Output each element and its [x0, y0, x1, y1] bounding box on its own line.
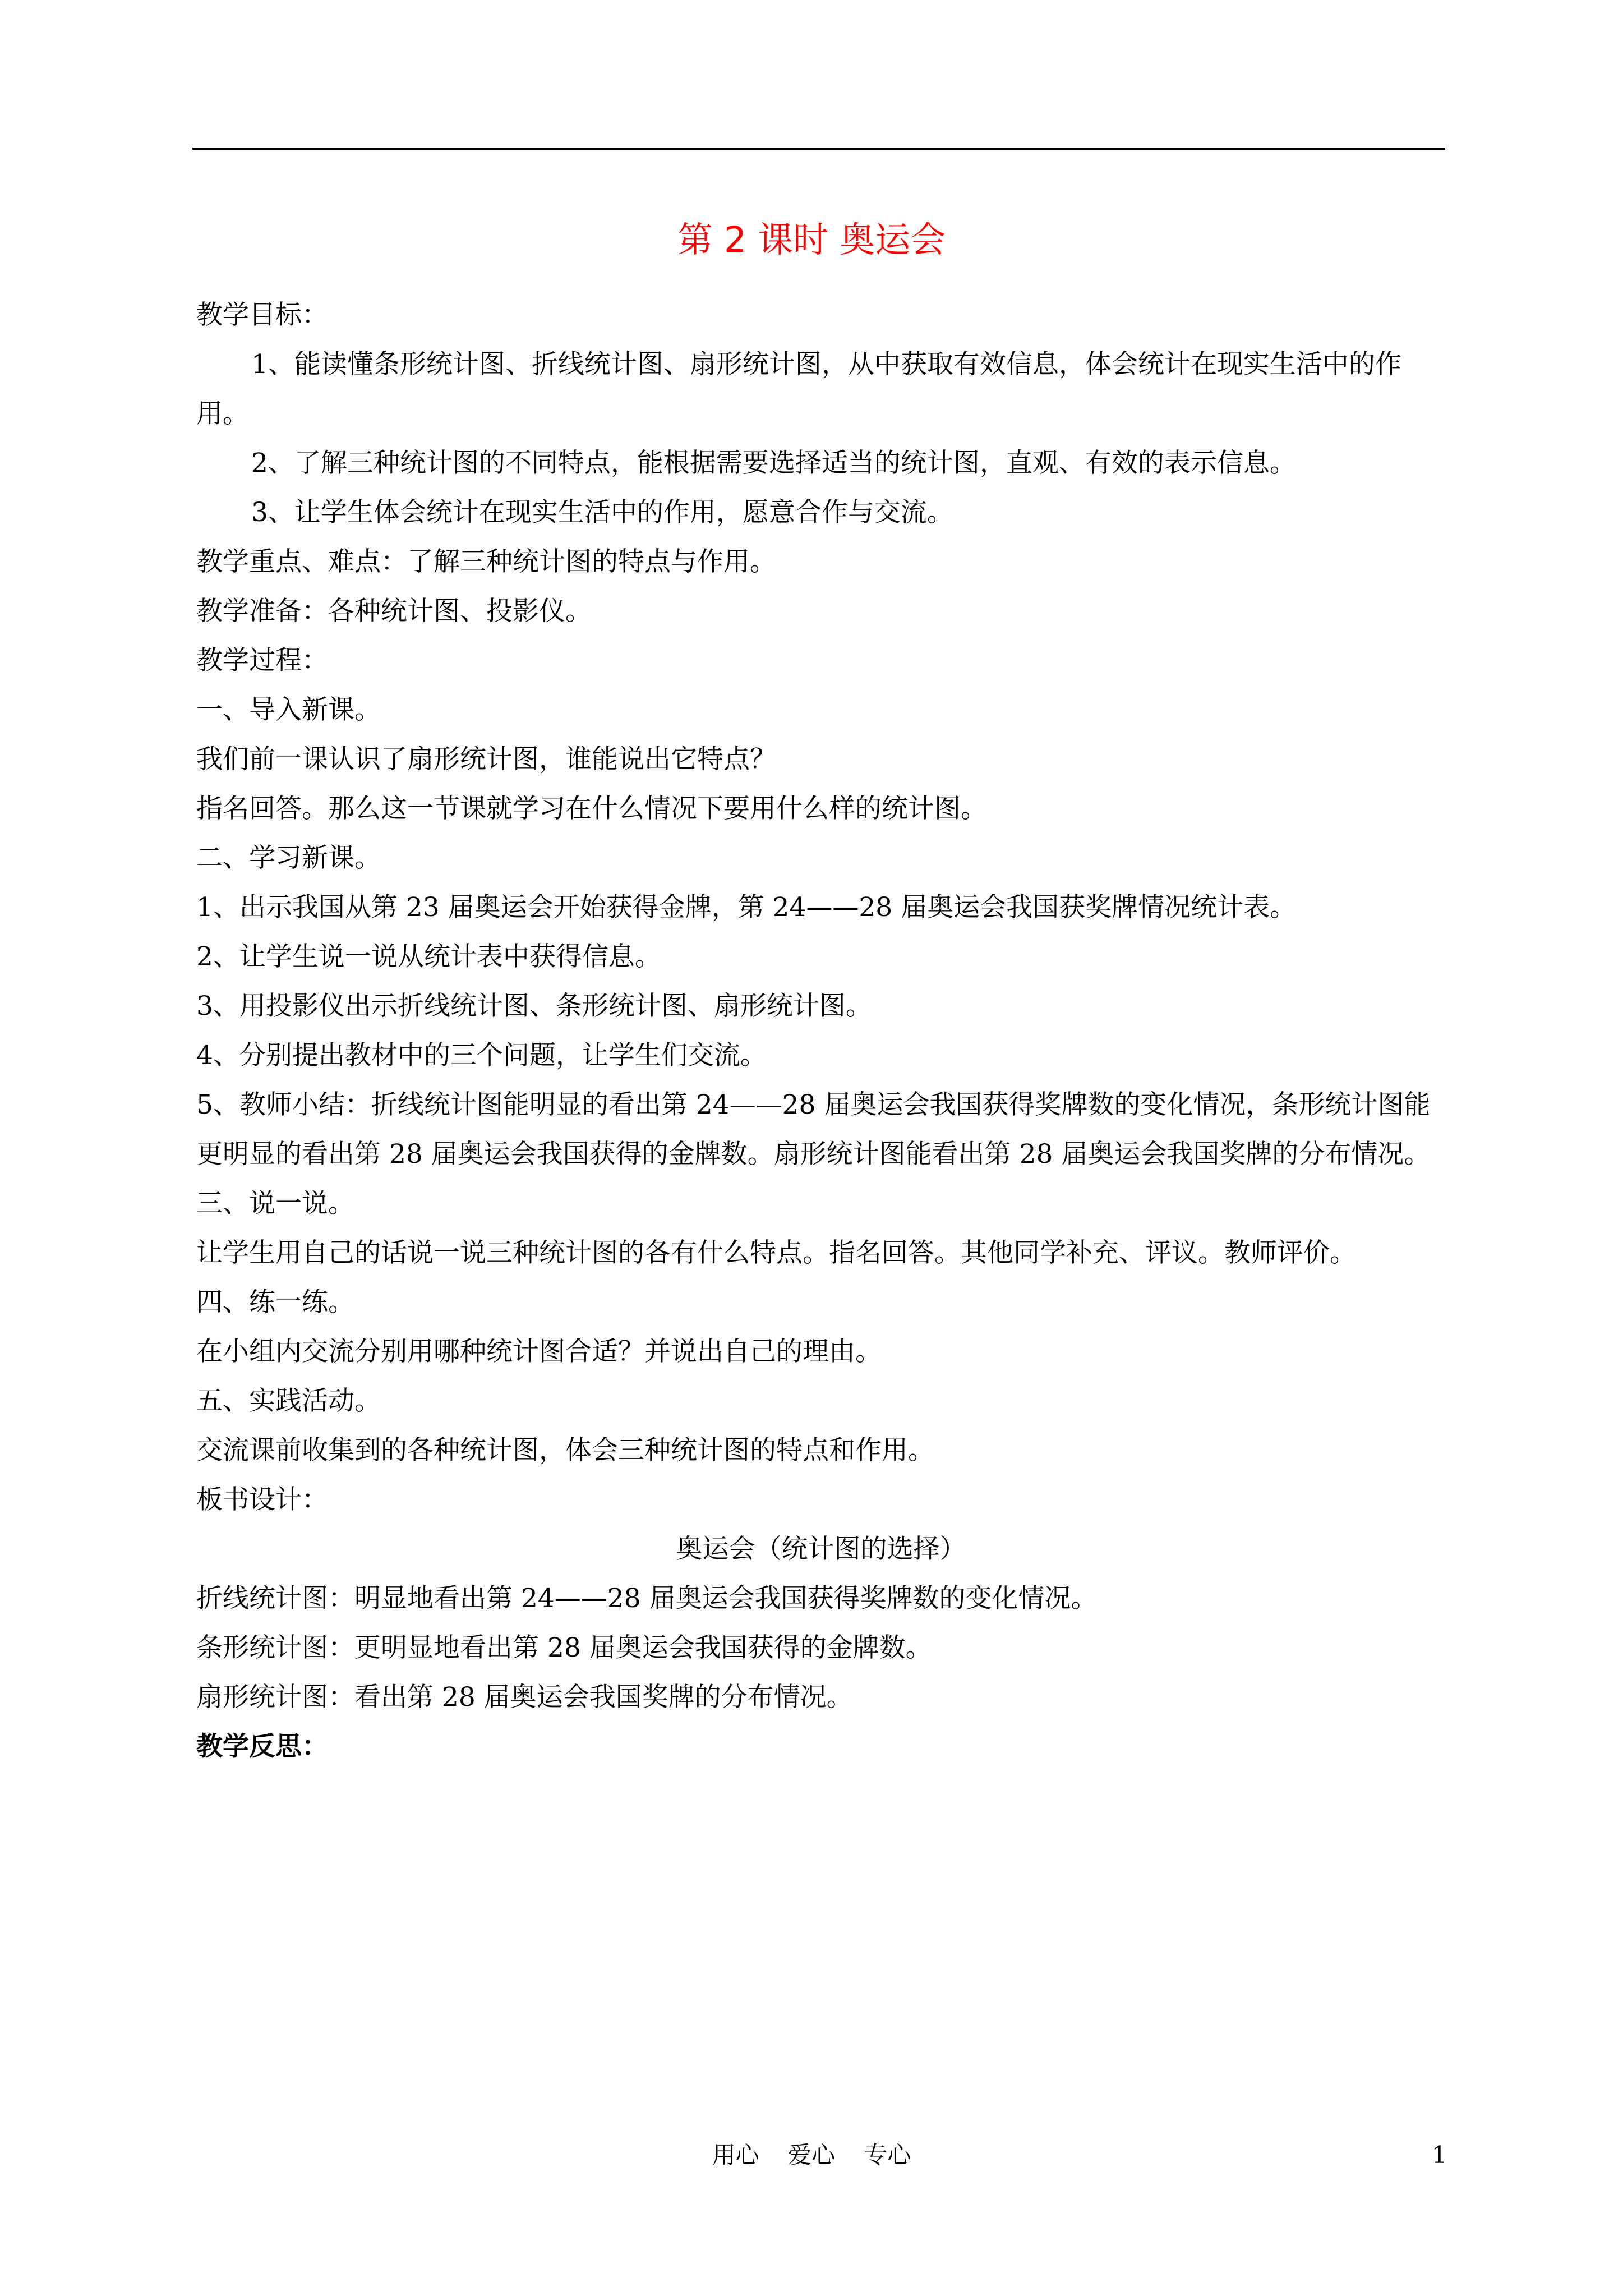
section-heading-board-design: 板书设计：: [196, 1484, 328, 1515]
step-heading-intro: 一、导入新课。: [196, 694, 381, 725]
step-heading-practice: 四、练一练。: [196, 1287, 354, 1318]
section-heading-objectives: 教学目标：: [196, 300, 328, 330]
board-item-bar-chart: 条形统计图：更明显地看出第 28 届奥运会我国获得的金牌数。: [196, 1632, 932, 1663]
list-item: 3、用投影仪出示折线统计图、条形统计图、扇形统计图。: [196, 991, 872, 1022]
lesson-title: 第 2 课时 奥运会: [677, 219, 946, 260]
page-number: 1: [1432, 2141, 1447, 2169]
paragraph: 我们前一课认识了扇形统计图，谁能说出它特点？: [196, 744, 776, 775]
objective-item-3: 3、让学生体会统计在现实生活中的作用，愿意合作与交流。: [251, 497, 953, 528]
step-heading-discuss: 三、说一说。: [196, 1188, 354, 1219]
objective-item-2: 2、了解三种统计图的不同特点，能根据需要选择适当的统计图，直观、有效的表示信息。: [251, 448, 1296, 478]
paragraph: 让学生用自己的话说一说三种统计图的各有什么特点。指名回答。其他同学补充、评议。教师评价。: [196, 1237, 1356, 1268]
header-rule: [192, 148, 1445, 150]
step-heading-new-lesson: 二、学习新课。: [196, 843, 381, 873]
paragraph: 指名回答。那么这一节课就学习在什么情况下要用什么样的统计图。: [196, 793, 987, 824]
board-item-pie-chart: 扇形统计图：看出第 28 届奥运会我国奖牌的分布情况。: [196, 1682, 853, 1713]
lesson-body: [196, 291, 1446, 1772]
teacher-summary: 5、教师小结：折线统计图能明显的看出第 24——28 届奥运会我国获得奖牌数的变化情况，条形统计图能更明显的看出第 28 届奥运会我国获得的金牌数。扇形统计图能看出第 28 届奥运会我国奖牌的分布情况。: [196, 1089, 1431, 1170]
board-design-title: 奥运会（统计图的选择）: [676, 1534, 966, 1565]
list-item: 1、出示我国从第 23 届奥运会开始获得金牌，第 24——28 届奥运会我国获奖牌情况统计表。: [196, 892, 1297, 923]
objective-item-1: 1、能读懂条形统计图、折线统计图、扇形统计图，从中获取有效信息，体会统计在现实生活中的作用。: [196, 349, 1401, 429]
section-heading-process: 教学过程：: [196, 645, 328, 676]
teaching-preparation: 教学准备：各种统计图、投影仪。: [196, 596, 592, 627]
paragraph: 在小组内交流分别用哪种统计图合适？并说出自己的理由。: [196, 1336, 882, 1367]
list-item: 2、让学生说一说从统计表中获得信息。: [196, 941, 661, 972]
footer-motto: 用心 爱心 专心: [712, 2141, 911, 2169]
step-heading-activity: 五、实践活动。: [196, 1386, 381, 1416]
paragraph: 交流课前收集到的各种统计图，体会三种统计图的特点和作用。: [196, 1435, 934, 1466]
list-item: 4、分别提出教材中的三个问题，让学生们交流。: [196, 1040, 767, 1071]
key-points: 教学重点、难点：了解三种统计图的特点与作用。: [196, 546, 776, 577]
section-heading-reflection: 教学反思：: [196, 1731, 328, 1762]
board-item-line-chart: 折线统计图：明显地看出第 24——28 届奥运会我国获得奖牌数的变化情况。: [196, 1583, 1098, 1614]
